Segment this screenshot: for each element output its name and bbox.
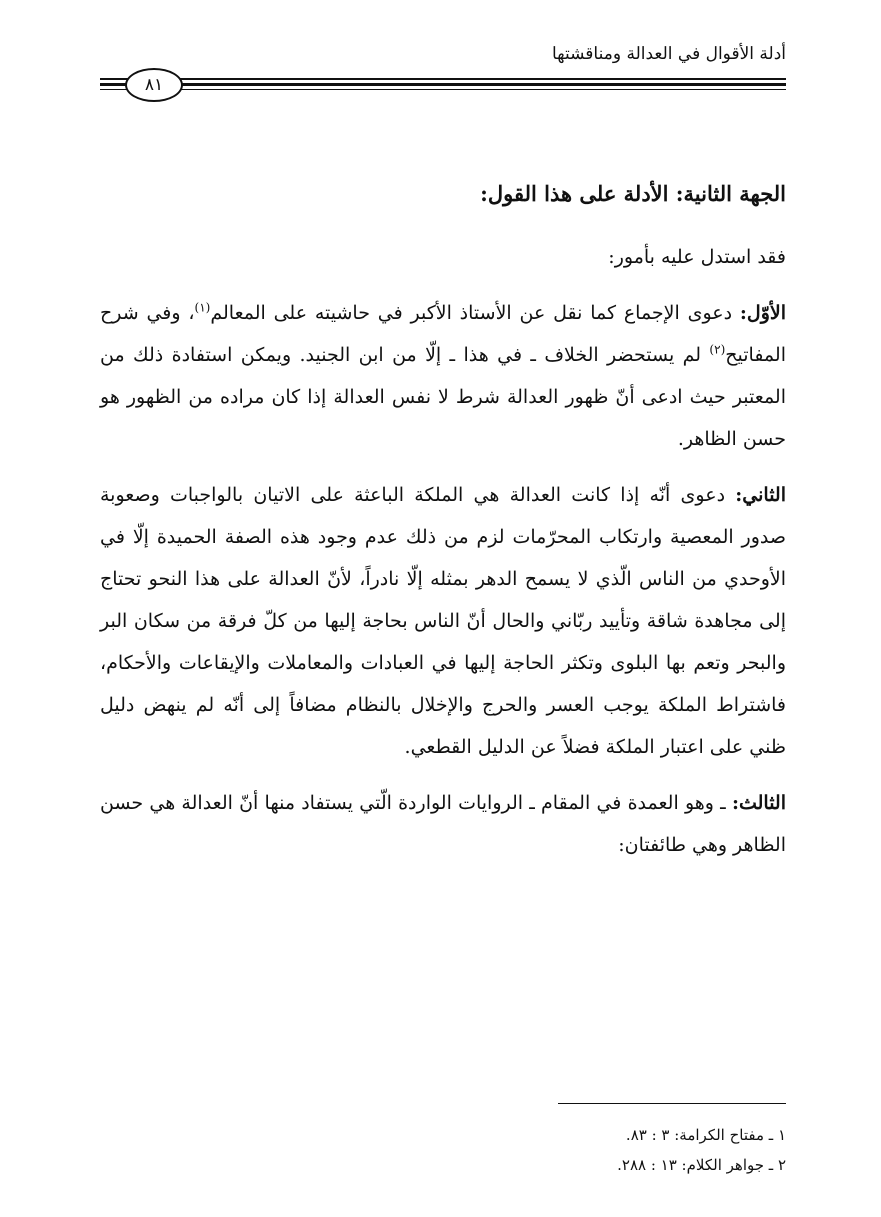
footnote-ref-1: (١) — [194, 300, 211, 315]
lead-sentence: فقد استدل عليه بأمور: — [608, 246, 786, 268]
paragraph-label: الثالث: — [731, 792, 787, 814]
footnote-item: ١ ـ مفتاح الكرامة: ٣ : ٨٣. — [625, 1126, 786, 1144]
paragraph-text: دعوى أنّه إذا كانت العدالة هي الملكة الباعثة على الاتيان بالواجبات وصعوبة صدور المعصية وارتكاب المحرّمات لزم من ذلك عدم وجود هذه الصفة الحميدة إلّا في الأوحدي من الناس الّذي لا يسمح الدهر بمثله إلّا نادراً، لأنّ العدالة على هذا النحو تحتاج إلى مجاهدة شاقة وتأييد ربّاني والحال أنّ الناس بحاجة إليها من كلّ فرقة من سكان البر والبحر وتعم بها البلوى وتكثر الحاجة إليها في العبادات والمعاملات والإيقاعات والأحكام، فاشتراط الملكة يوجب العسر والحرج والإخلال بالنظام مضافاً إلى أنّه لم ينهض دليل ظني على اعتبار الملكة فضلاً عن الدليل القطعي. — [100, 484, 786, 758]
page-number: ٨١ — [125, 68, 183, 102]
header-rule-middle — [100, 83, 786, 86]
footnote-ref-2: (٢) — [709, 342, 726, 357]
footnotes — [617, 1120, 786, 1180]
paragraph-text: لم يستحضر الخلاف ـ في هذا ـ إلّا من ابن الجنيد. ويمكن استفادة ذلك من المعتبر حيث ادعى أنّ ظهور العدالة شرط لا نفس العدالة إذا كان مراده من الظهور هو حسن الظاهر. — [100, 344, 786, 450]
section-heading: الجهة الثانية: الأدلة على هذا القول: — [480, 181, 786, 206]
paragraph-label: الثاني: — [735, 484, 786, 506]
paragraph-text: دعوى الإجماع كما نقل عن الأستاذ الأكبر في حاشيته على المعالم — [210, 302, 740, 324]
running-header-title: أدلة الأقوال في العدالة ومناقشتها — [551, 44, 786, 64]
footnote-item: ٢ ـ جواهر الكلام: ١٣ : ٢٨٨. — [617, 1156, 786, 1174]
paragraph-text: ، وفي شرح المفاتيح — [100, 302, 786, 366]
paragraph-text: ـ وهو العمدة في المقام ـ الروايات الواردة الّتي يستفاد منها أنّ العدالة هي حسن الظاهر وهي طائفتان: — [100, 792, 786, 856]
paragraph-label: الأوّل: — [739, 302, 786, 324]
paragraph-first — [100, 292, 786, 460]
header-rule-top — [100, 78, 786, 80]
paragraph-second — [100, 474, 786, 768]
main-text — [100, 170, 786, 866]
paragraph-third — [100, 782, 786, 866]
header-rule-bottom — [100, 89, 786, 90]
footnote-separator — [558, 1103, 786, 1104]
